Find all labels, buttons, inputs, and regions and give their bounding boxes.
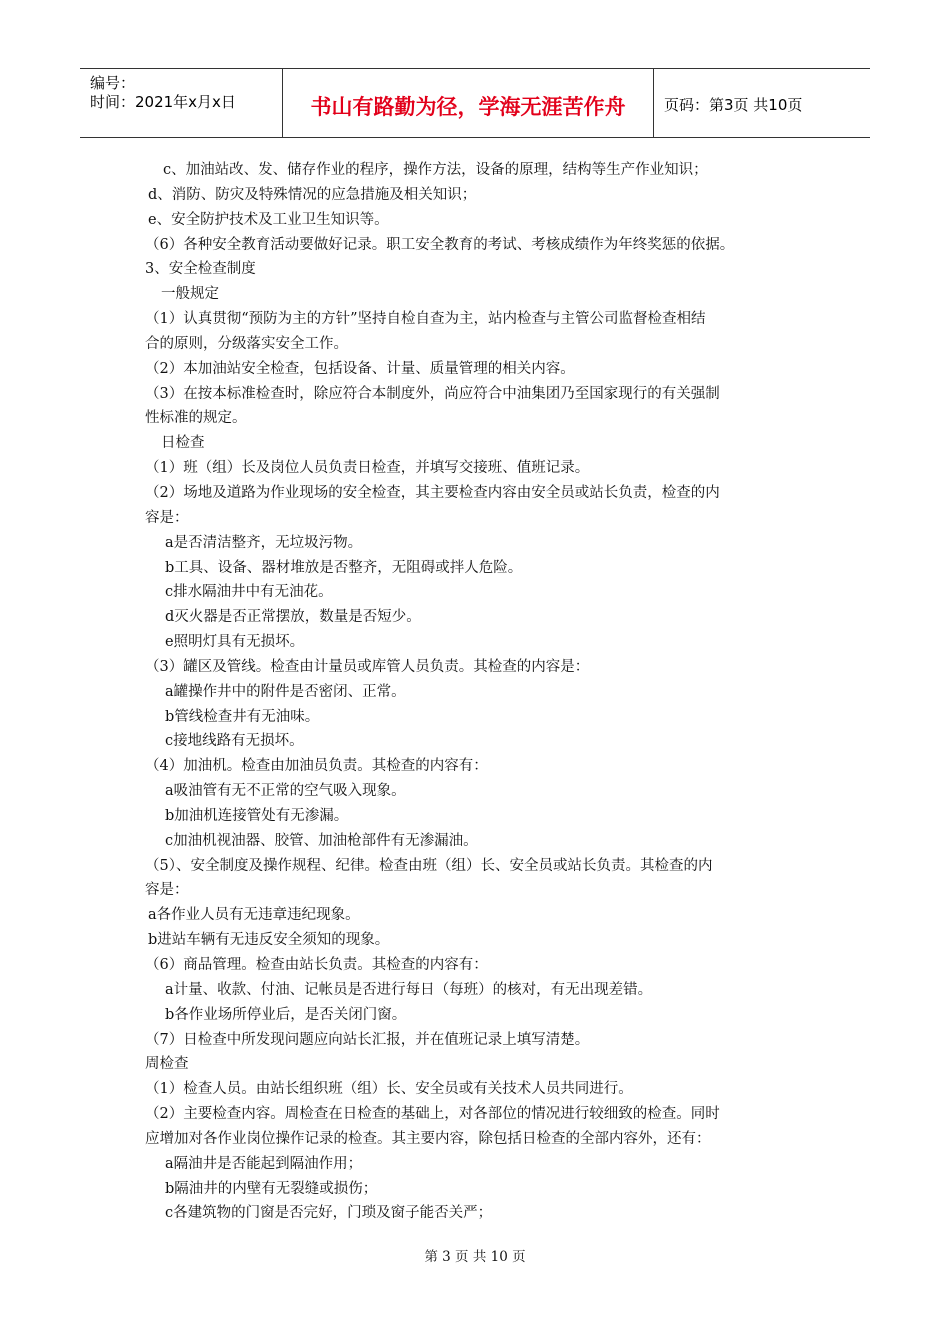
header-motto: 书山有路勤为径，学海无涯苦作舟 [310, 95, 626, 119]
header-page-info: 页码：第3页 共10页 [664, 96, 803, 114]
text-line: c各建筑物的门窗是否完好，门琐及窗子能否关严； [165, 1205, 493, 1222]
text-line: 应增加对各作业岗位操作记录的检查。其主要内容，除包括日检查的全部内容外，还有： [145, 1130, 711, 1147]
page-header [80, 68, 870, 138]
text-line: b各作业场所停业后，是否关闭门窗。 [165, 1006, 407, 1023]
text-line: 合的原则，分级落实安全工作。 [145, 335, 348, 352]
text-line: 一般规定 [161, 286, 219, 303]
text-line: a各作业人员有无违章违纪现象。 [148, 907, 360, 924]
header-left-cell [80, 69, 283, 137]
text-line: （2）主要检查内容。周检查在日检查的基础上，对各部位的情况进行较细致的检查。同时 [145, 1106, 720, 1123]
text-line: （7）日检查中所发现问题应向站长汇报，并在值班记录上填写清楚。 [145, 1031, 590, 1048]
text-line: a计量、收款、付油、记帐员是否进行每日（每班）的核对，有无出现差错。 [165, 981, 653, 998]
text-line: （1）认真贯彻“预防为主的方针”坚持自检自查为主，站内检查与主管公司监督检查相结 [145, 311, 706, 328]
text-line: （2）场地及道路为作业现场的安全检查，其主要检查内容由安全员或站长负责，检查的内 [145, 484, 720, 501]
text-line: a罐操作井中的附件是否密闭、正常。 [165, 683, 406, 700]
text-line: 3、安全检查制度 [145, 261, 256, 278]
page-footer: 第 3 页 共 10 页 [424, 1249, 526, 1265]
header-middle-cell [283, 69, 654, 137]
text-line: c排水隔油井中有无油花。 [165, 584, 333, 601]
text-line: （1）班（组）长及岗位人员负责日检查，并填写交接班、值班记录。 [145, 460, 590, 477]
text-line: 周检查 [145, 1056, 189, 1073]
text-line: a隔油井是否能起到隔油作用； [165, 1155, 363, 1172]
text-line: e、安全防护技术及工业卫生知识等。 [148, 211, 389, 228]
text-line: （3）罐区及管线。检查由计量员或库管人员负责。其检查的内容是： [145, 658, 590, 675]
text-line: b工具、设备、器材堆放是否整齐，无阻碍或拌人危险。 [165, 559, 523, 576]
text-line: c接地线路有无损坏。 [165, 733, 304, 750]
text-line: d灭火器是否正常摆放，数量是否短少。 [165, 609, 421, 626]
text-line: c、加油站改、发、储存作业的程序，操作方法，设备的原理，结构等生产作业知识； [163, 162, 708, 178]
text-line: （4）加油机。检查由加油员负责。其检查的内容有： [145, 758, 488, 775]
text-line: （2）本加油站安全检查，包括设备、计量、质量管理的相关内容。 [145, 360, 575, 377]
document-time-label: 时间：2021年x月x日 [90, 93, 236, 111]
header-right-cell [654, 69, 870, 137]
document-number-label: 编号： [90, 74, 136, 92]
text-line: 性标准的规定。 [145, 410, 247, 427]
document-body [145, 158, 825, 1226]
text-line: （6）各种安全教育活动要做好记录。职工安全教育的考试、考核成绩作为年终奖惩的依据。 [145, 236, 735, 253]
text-line: a是否清洁整齐，无垃圾污物。 [165, 534, 363, 551]
text-line: 容是： [145, 882, 189, 899]
text-line: （6）商品管理。检查由站长负责。其检查的内容有： [145, 957, 488, 973]
text-line: （3）在按本标准检查时，除应符合本制度外，尚应符合中油集团乃至国家现行的有关强制 [145, 385, 720, 402]
text-line: b进站车辆有无违反安全须知的现象。 [148, 932, 390, 949]
text-line: e照明灯具有无损坏。 [165, 634, 305, 651]
text-line: d、消防、防灾及特殊情况的应急措施及相关知识； [148, 186, 477, 203]
text-line: 日检查 [161, 435, 205, 452]
text-line: b加油机连接管处有无渗漏。 [165, 807, 349, 824]
text-line: c加油机视油器、胶管、加油枪部件有无渗漏油。 [165, 832, 478, 849]
text-line: b管线检查井有无油味。 [165, 708, 320, 725]
text-line: （5）、安全制度及操作规程、纪律。检查由班（组）长、安全员或站长负责。其检查的内 [145, 857, 713, 874]
text-line: b隔油井的内壁有无裂缝或损伤； [165, 1180, 378, 1197]
text-line: 容是： [145, 509, 189, 526]
text-line: （1）检查人员。由站长组织班（组）长、安全员或有关技术人员共同进行。 [145, 1081, 633, 1098]
text-line: a吸油管有无不正常的空气吸入现象。 [165, 783, 406, 800]
